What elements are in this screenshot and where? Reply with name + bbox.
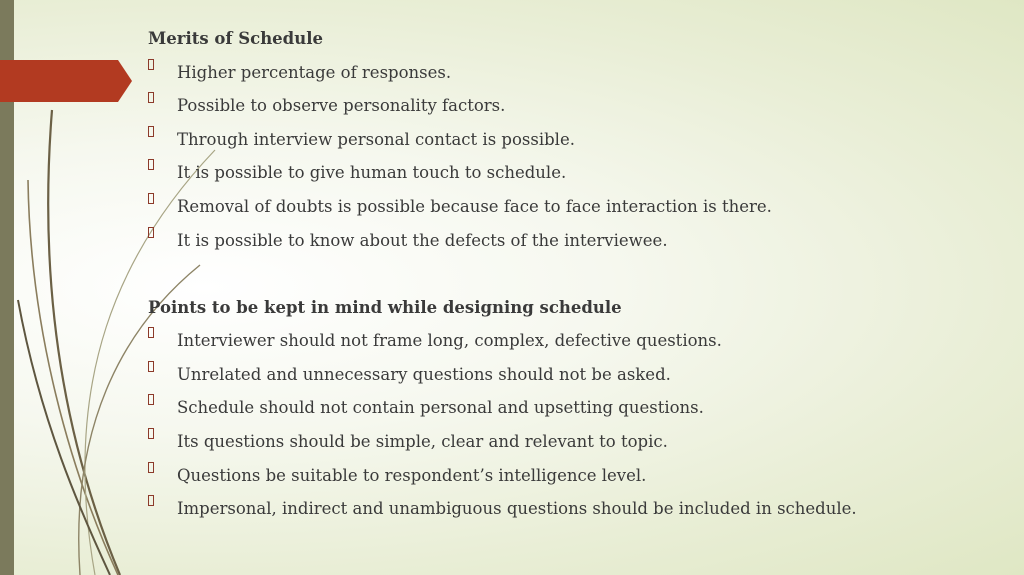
list-item: Removal of doubts is possible because face to face interaction is there. bbox=[148, 196, 1008, 218]
section-heading-design-points: Points to be kept in mind while designing schedule bbox=[148, 297, 622, 317]
list-item: Interviewer should not frame long, complex, defective questions. bbox=[148, 330, 1008, 352]
square-bullet-icon bbox=[148, 327, 154, 338]
section-spacer bbox=[148, 252, 1008, 286]
list-item: Impersonal, indirect and unambiguous questions should be included in schedule. bbox=[148, 498, 1008, 520]
square-bullet-icon bbox=[148, 428, 154, 439]
list-item: Possible to observe personality factors. bbox=[148, 95, 1008, 117]
square-bullet-icon bbox=[148, 227, 154, 238]
section-heading-merits: Merits of Schedule bbox=[148, 29, 323, 48]
list-item: It is possible to give human touch to schedule. bbox=[148, 162, 1008, 184]
square-bullet-icon bbox=[148, 394, 154, 405]
square-bullet-icon bbox=[148, 193, 154, 204]
list-item: Questions be suitable to respondent’s intelligence level. bbox=[148, 465, 1008, 487]
list-item: Through interview personal contact is possible. bbox=[148, 129, 1008, 151]
square-bullet-icon bbox=[148, 462, 154, 473]
slide-content bbox=[148, 28, 1008, 520]
square-bullet-icon bbox=[148, 361, 154, 372]
red-accent-tab bbox=[0, 60, 132, 102]
square-bullet-icon bbox=[148, 126, 154, 137]
merits-list bbox=[148, 62, 1008, 252]
design-points-list bbox=[148, 330, 1008, 520]
list-item: Higher percentage of responses. bbox=[148, 62, 1008, 84]
list-item: Schedule should not contain personal and upsetting questions. bbox=[148, 397, 1008, 419]
list-item: Unrelated and unnecessary questions should not be asked. bbox=[148, 364, 1008, 386]
square-bullet-icon bbox=[148, 92, 154, 103]
list-item: It is possible to know about the defects of the interviewee. bbox=[148, 230, 1008, 252]
square-bullet-icon bbox=[148, 495, 154, 506]
list-item: Its questions should be simple, clear and relevant to topic. bbox=[148, 431, 1008, 453]
square-bullet-icon bbox=[148, 59, 154, 70]
square-bullet-icon bbox=[148, 159, 154, 170]
